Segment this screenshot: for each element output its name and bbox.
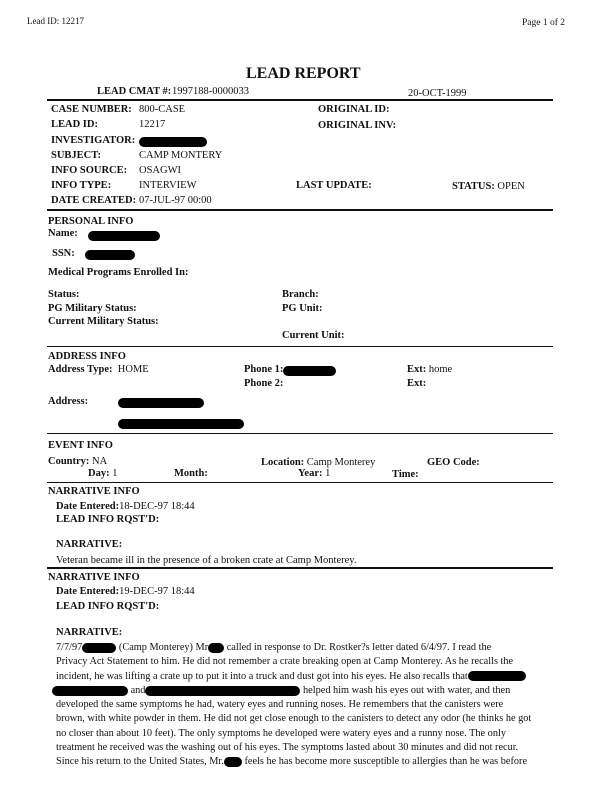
date-created: 07-JUL-97 00:00 — [139, 195, 212, 206]
subject: CAMP MONTERY — [139, 150, 223, 161]
geo-code-label: GEO Code: — [427, 457, 480, 468]
lead-id-label: LEAD ID: — [51, 119, 98, 130]
page-number: Page 1 of 2 — [522, 18, 566, 28]
cmat-value: 1997188-0000033 — [172, 86, 249, 97]
divider — [47, 209, 553, 211]
divider — [47, 433, 553, 434]
name-label: Name: — [48, 228, 78, 239]
report-date: 20-OCT-1999 — [408, 88, 467, 99]
address-info-heading: ADDRESS INFO — [48, 351, 126, 362]
date-created-label: DATE CREATED: — [51, 195, 137, 206]
narrative-info-heading: NARRATIVE INFO — [48, 486, 140, 497]
medical-programs-label: Medical Programs Enrolled In: — [48, 267, 189, 278]
info-type: INTERVIEW — [139, 180, 197, 191]
branch-label: Branch: — [282, 289, 319, 300]
personal-info-heading: PERSONAL INFO — [48, 216, 134, 227]
redaction — [283, 366, 336, 376]
narrative-text: Veteran became ill in the presence of a broken crate at Camp Monterey. — [56, 555, 357, 566]
case-number: 800-CASE — [139, 104, 186, 115]
redaction — [139, 137, 207, 147]
redaction — [88, 231, 160, 241]
date-entered: Date Entered:19-DEC-97 18:44 — [56, 586, 195, 597]
original-id-label: ORIGINAL ID: — [318, 104, 390, 115]
narrative-label: NARRATIVE: — [56, 627, 123, 638]
info-source-label: INFO SOURCE: — [51, 165, 128, 176]
lead-id: 12217 — [139, 119, 166, 130]
ext1: Ext: home — [407, 364, 453, 375]
month-label: Month: — [174, 468, 208, 479]
ssn-label: SSN: — [52, 248, 75, 259]
current-military-label: Current Military Status: — [48, 316, 159, 327]
lead-info-rqst-label: LEAD INFO RQST'D: — [56, 601, 160, 612]
divider — [47, 567, 553, 569]
header-lead-id: Lead ID: 12217 — [27, 16, 84, 26]
narrative-text: 7/7/97 (Camp Monterey) Mr called in response to Dr. Rostker?s letter dated 6/4/97. I read the Privacy Act Statement to him. He did not remember a crate breaking open at Camp Monterey. As he recalls the incident, he was lifting a crate up to put it into a truck and dust got into his eyes. He also recalls that and helped him wash his eyes out with water, and then developed the same symptoms he had, watery eyes and running noses. He remembers that the canisters were brown, with white powder in them. He did not get close enough to the canisters to detect any odor (he thinks he got no closer than about 10 feet). The only symptoms he developed were watery eyes and a runny nose. The only treatment he received was the washing out of his eyes. The symptoms lasted about 30 minutes and did not recur. Since his return to the United States, Mr. feels he has become more susceptible to allergies than he was before — [56, 641, 536, 770]
event-info-heading: EVENT INFO — [48, 440, 113, 451]
case-number-label: CASE NUMBER: — [51, 104, 132, 115]
status-label: Status: — [48, 289, 80, 300]
subject-label: SUBJECT: — [51, 150, 101, 161]
divider — [47, 99, 553, 101]
status: STATUS: OPEN — [452, 181, 525, 192]
pg-unit-label: PG Unit: — [282, 303, 323, 314]
address-label: Address: — [48, 396, 89, 407]
investigator-label: INVESTIGATOR: — [51, 135, 136, 146]
time-label: Time: — [392, 469, 419, 480]
location: Location: Camp Monterey — [261, 457, 376, 468]
info-source: OSAGWI — [139, 165, 181, 176]
country: Country: NA — [48, 456, 108, 467]
narrative-label: NARRATIVE: — [56, 539, 123, 550]
pg-military-label: PG Military Status: — [48, 303, 137, 314]
day: Day: 1 — [88, 468, 118, 479]
divider — [47, 482, 553, 483]
address-type: Address Type: HOME — [48, 364, 149, 375]
year: Year: 1 — [298, 468, 331, 479]
redaction — [118, 398, 204, 408]
narrative-info-heading: NARRATIVE INFO — [48, 572, 140, 583]
ext2-label: Ext: — [407, 378, 427, 389]
date-entered: Date Entered:18-DEC-97 18:44 — [56, 501, 195, 512]
current-unit-label: Current Unit: — [282, 330, 345, 341]
report-title: LEAD REPORT — [246, 65, 361, 82]
info-type-label: INFO TYPE: — [51, 180, 112, 191]
redaction — [118, 419, 244, 429]
redaction — [85, 250, 135, 260]
phone1-label: Phone 1: — [244, 364, 284, 375]
last-update-label: LAST UPDATE: — [296, 180, 372, 191]
cmat-label: LEAD CMAT #: — [97, 86, 172, 97]
phone2-label: Phone 2: — [244, 378, 284, 389]
divider — [47, 346, 553, 347]
lead-info-rqst-label: LEAD INFO RQST'D: — [56, 514, 160, 525]
original-inv-label: ORIGINAL INV: — [318, 120, 397, 131]
